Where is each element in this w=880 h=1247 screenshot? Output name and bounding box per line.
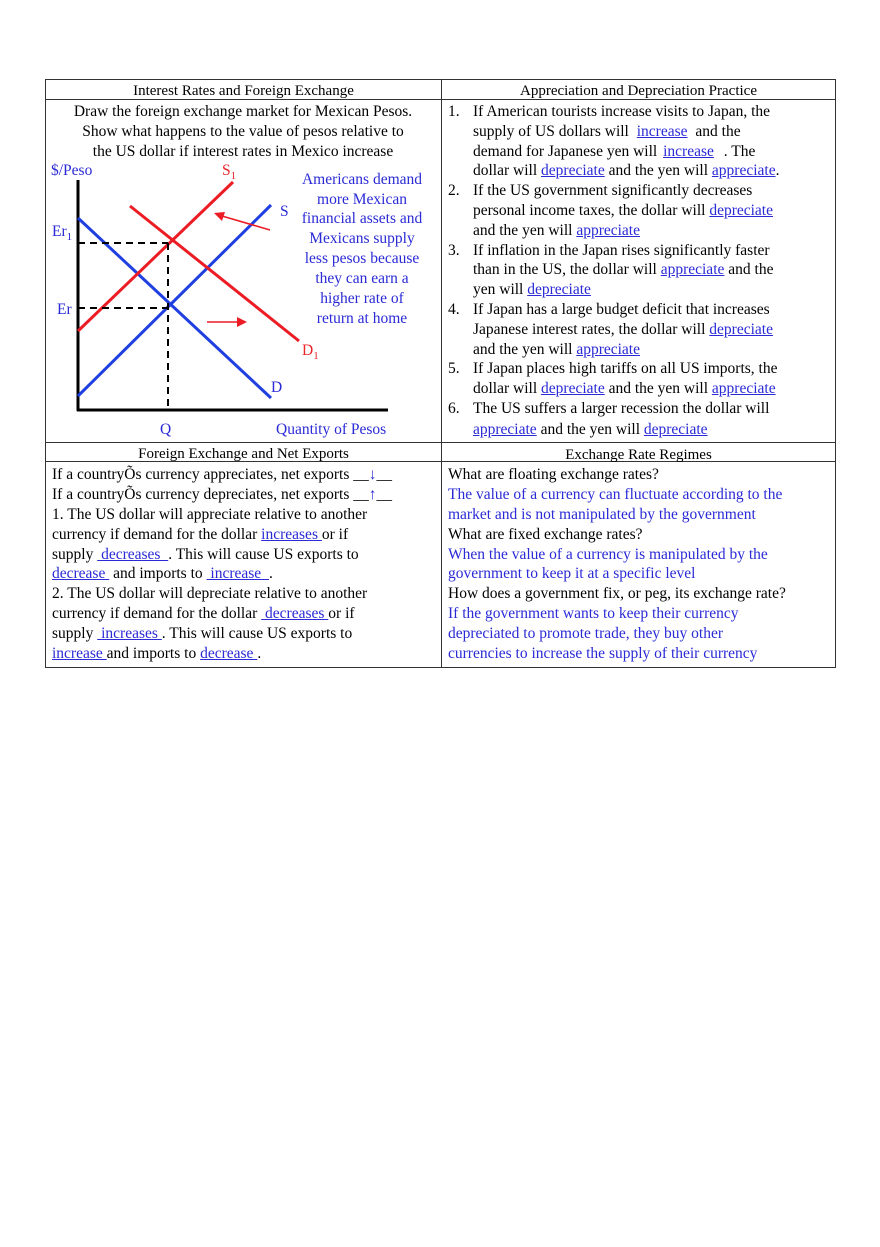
- answer: increase: [52, 645, 107, 662]
- regime-answer: market and is not manipulated by the government: [448, 506, 756, 523]
- regime-answer: depreciated to promote trade, they buy other: [448, 625, 724, 642]
- answer: decreases: [261, 605, 329, 622]
- question-text: supply of US dollars will increase and the: [473, 123, 741, 140]
- answer: decreases: [97, 546, 169, 563]
- answer: depreciate: [527, 281, 591, 298]
- answer: depreciate: [643, 421, 708, 438]
- graph-prompt-line: the US dollar if interest rates in Mexico increase: [92, 143, 394, 160]
- answer: depreciate: [709, 321, 773, 338]
- header-net-exports: Foreign Exchange and Net Exports: [138, 446, 349, 462]
- net-exports-line: increase and imports to decrease .: [52, 645, 262, 662]
- question-text: yen will depreciate: [473, 281, 591, 298]
- answer: appreciate: [576, 341, 640, 358]
- supply-shift-arrowhead: [214, 212, 225, 221]
- question-number: 2.: [448, 182, 460, 199]
- shift-annotation: Mexicans supply: [309, 230, 415, 247]
- label-er1: $Er_1$: [52, 223, 73, 244]
- regime-answer: If the government wants to keep their currency: [448, 605, 739, 622]
- answer: increase: [206, 565, 269, 582]
- label-q: Q: [160, 421, 172, 438]
- answer: decrease: [52, 565, 110, 582]
- net-exports-line: decrease and imports to increase .: [52, 565, 273, 582]
- net-exports-line: currency if demand for the dollar decreases or if: [52, 605, 355, 622]
- down-arrow-icon: ↓: [368, 466, 377, 483]
- question-text: If inflation in the Japan rises significantly faster: [473, 242, 770, 259]
- answer: increase: [663, 143, 714, 160]
- graph-prompt-line: Show what happens to the value of pesos relative to: [82, 123, 404, 140]
- supply-curve-s: [78, 205, 271, 396]
- net-exports-line: 2. The US dollar will depreciate relative to another: [52, 585, 368, 602]
- shift-annotation: more Mexican: [317, 191, 407, 208]
- graph-prompt-line: Draw the foreign exchange market for Mexican Pesos.: [73, 103, 413, 120]
- shift-annotation: they can earn a: [315, 270, 409, 287]
- question-number: 6.: [448, 400, 460, 417]
- question-text: Japanese interest rates, the dollar will depreciate: [473, 321, 773, 338]
- question-number: 1.: [448, 103, 460, 120]
- question-text: appreciate and the yen will depreciate: [473, 421, 708, 438]
- x-axis-label: Quantity of Pesos: [276, 421, 387, 438]
- answer: depreciate: [541, 380, 605, 397]
- demand-shift-arrowhead: [237, 317, 247, 327]
- header-exchange-regimes: Exchange Rate Regimes: [565, 447, 712, 463]
- up-arrow-icon: ↑: [368, 486, 377, 503]
- shift-annotation: Americans demand: [301, 171, 423, 188]
- question-text: dollar will depreciate and the yen will appreciate: [473, 380, 776, 397]
- regime-question: What are fixed exchange rates?: [448, 526, 643, 543]
- question-text: If Japan places high tariffs on all US imports, the: [473, 360, 778, 377]
- question-text: than in the US, the dollar will appreciate and the: [473, 261, 774, 278]
- label-s: S: [280, 203, 289, 220]
- net-exports-line: currency if demand for the dollar increases or if: [52, 526, 349, 543]
- answer: increase: [636, 123, 688, 140]
- answer: increases: [261, 526, 322, 543]
- header-interest-rates: Interest Rates and Foreign Exchange: [133, 83, 354, 99]
- question-text: If American tourists increase visits to Japan, the: [473, 103, 771, 120]
- question-text: demand for Japanese yen will increase . The: [473, 143, 756, 160]
- regime-answer: The value of a currency can fluctuate according to the: [448, 486, 783, 503]
- label-d1: $D_1$: [302, 342, 319, 363]
- shift-annotation: higher rate of: [320, 290, 404, 307]
- answer: increases: [97, 625, 162, 642]
- net-exports-line: supply decreases . This will cause US exports to: [52, 546, 359, 563]
- answer: depreciate: [709, 202, 773, 219]
- question-text: If Japan has a large budget deficit that increases: [473, 301, 770, 318]
- question-text: and the yen will appreciate: [473, 341, 640, 358]
- regime-answer: government to keep it at a specific level: [448, 565, 696, 582]
- answer: appreciate: [660, 261, 725, 278]
- answer: appreciate: [576, 222, 640, 239]
- question-number: 5.: [448, 360, 460, 377]
- answer: depreciate: [541, 162, 605, 179]
- question-text: dollar will depreciate and the yen will appreciate.: [473, 162, 780, 179]
- label-er: Er: [57, 301, 72, 318]
- question-number: 3.: [448, 242, 460, 259]
- answer: appreciate: [711, 162, 776, 179]
- header-appreciation-practice: Appreciation and Depreciation Practice: [520, 83, 757, 99]
- shift-annotation: financial assets and: [301, 210, 423, 227]
- regime-question: What are floating exchange rates?: [448, 466, 659, 483]
- answer: appreciate: [711, 380, 776, 397]
- answer: appreciate: [473, 421, 537, 438]
- net-exports-line: 1. The US dollar will appreciate relative to another: [52, 506, 368, 523]
- question-number: 4.: [448, 301, 460, 318]
- net-exports-line: supply increases . This will cause US exports to: [52, 625, 353, 642]
- shift-annotation: return at home: [316, 310, 408, 327]
- net-exports-line: If a countryÕs currency depreciates, net exports __↑__: [52, 486, 393, 503]
- regime-question: How does a government fix, or peg, its exchange rate?: [448, 585, 786, 602]
- net-exports-line: If a countryÕs currency appreciates, net exports __↓__: [52, 466, 393, 483]
- regime-answer: currencies to increase the supply of their currency: [448, 645, 758, 662]
- label-s1: $S_1$: [222, 162, 237, 183]
- y-axis-label: $/Peso: [51, 162, 93, 179]
- question-text: If the US government significantly decreases: [473, 182, 753, 199]
- label-d: D: [271, 379, 283, 396]
- regime-answer: When the value of a currency is manipulated by the: [448, 546, 768, 563]
- answer: decrease: [200, 645, 258, 662]
- question-text: and the yen will appreciate: [473, 222, 640, 239]
- question-text: The US suffers a larger recession the dollar will: [473, 400, 770, 417]
- shift-annotation: less pesos because: [304, 250, 420, 267]
- question-text: personal income taxes, the dollar will depreciate: [473, 202, 773, 219]
